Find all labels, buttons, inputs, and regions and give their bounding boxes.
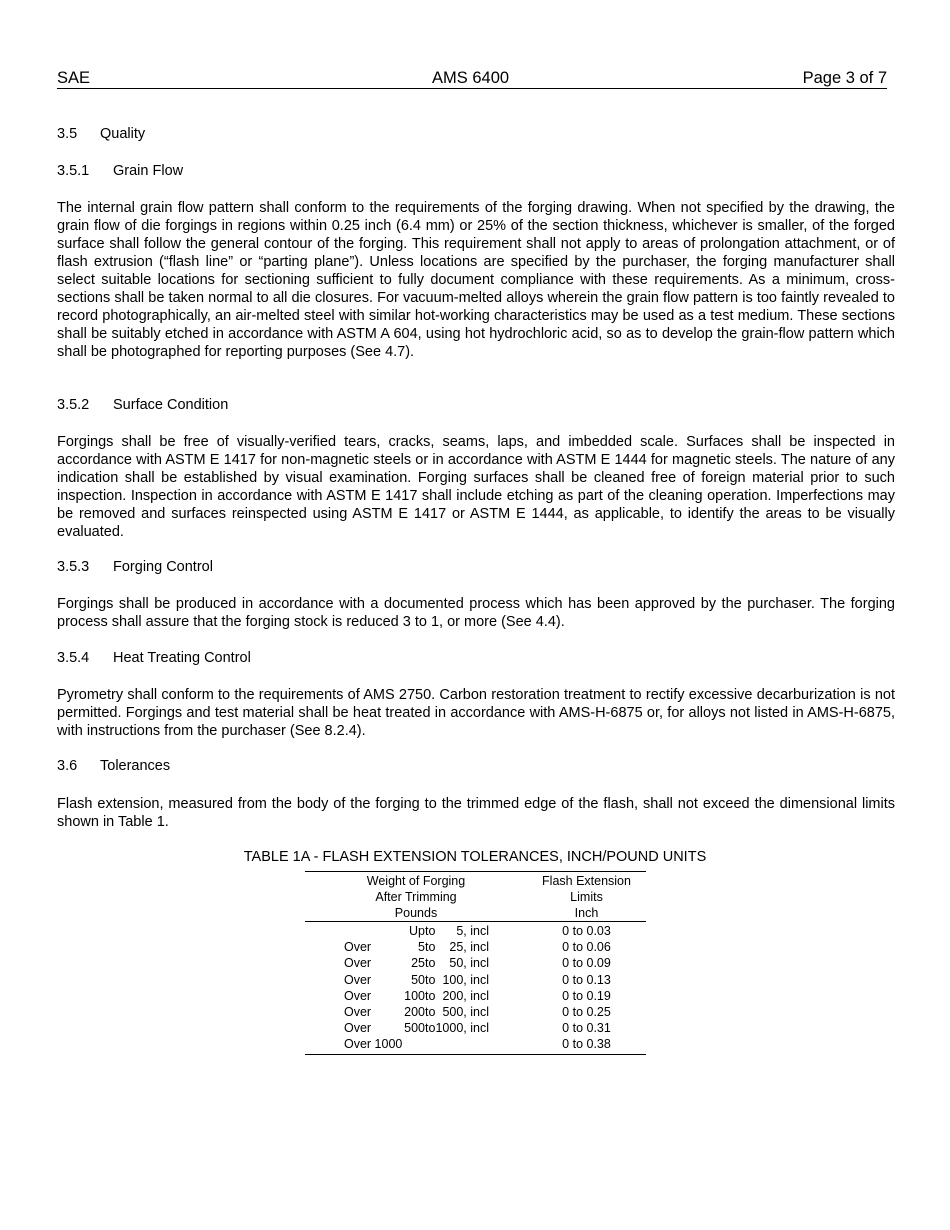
cell-high: 1000, incl	[435, 1021, 489, 1036]
header-line: Inch	[574, 906, 599, 920]
section-heading-3-5-4	[57, 650, 251, 666]
cell-high: 200, incl	[442, 988, 489, 1003]
section-heading-3-5-3	[57, 559, 213, 575]
section-number: 3.5.4	[57, 650, 90, 666]
cell-to: to	[425, 972, 436, 987]
column-header-weight	[305, 873, 527, 921]
cell-limit: 0 to 0.19	[562, 988, 611, 1003]
cell-high: 100, incl	[442, 972, 489, 987]
section-number: 3.5.3	[57, 559, 90, 575]
header-line: Weight of Forging	[366, 874, 466, 888]
section-heading-3-6	[57, 758, 170, 774]
cell-limit: 0 to 0.38	[562, 1037, 611, 1052]
section-number: 3.5	[57, 126, 78, 142]
paragraph-forging-control: Forgings shall be produced in accordance with a documented process which has been approved by the purchaser. The forging process shall assure that the forging stock is reduced 3 to 1, or more (See 4.4).	[57, 596, 895, 630]
cell-high: 500, incl	[442, 1004, 489, 1019]
cell-prefix: Over 1000	[344, 1037, 403, 1052]
paragraph-surface-condition: Forgings shall be free of visually-verified tears, cracks, seams, laps, and imbedded scale. Surfaces shall be inspected in accordance with ASTM E 1417 for non-magnetic steels or in accordance with ASTM E 1444 for magnetic steels. The nature of any indication shall be established by visual examination. Forging surfaces shall be cleaned free of foreign material prior to such inspection. Inspection in accordance with ASTM E 1417 shall include etching as part of the cleaning operation. Imperfections may be removed and surfaces reinspected using ASTM E 1417 or ASTM E 1444, as applicable, to identify the areas to be visually evaluated.	[57, 434, 895, 540]
section-heading-3-5-1	[57, 163, 183, 179]
header-line: Limits	[570, 890, 603, 904]
paragraph-grain-flow: The internal grain flow pattern shall conform to the requirements of the forging drawing. When not specified by the drawing, the grain flow of die forgings in regions within 0.25 inch (6.4 mm) or 25% of the section thickness, whichever is smaller, of the forged surface shall follow the general contour of the forging. This requirement shall not apply to areas of prolongation attachment, or of flash extrusion (“flash line” or “parting plane”). Unless locations are specified by the purchaser, the forging manufacturer shall select suitable locations for sectioning sufficient to fully document compliance with these requirements. As a minimum, cross-sections shall be taken normal to all die closures. For vacuum-melted alloys wherein the grain flow pattern is too faintly revealed to record photographically, an air-melted steel with similar hot-working characteristics may be used as a test medium. These sections shall be suitably etched in accordance with ASTM A 604, using hot hydrochloric acid, so as to develop the grain-flow pattern which shall be photographed for reporting purposes (See 4.7).	[57, 200, 895, 360]
page-header	[57, 69, 887, 89]
cell-limit: 0 to 0.06	[562, 940, 611, 955]
table-row	[305, 972, 646, 988]
cell-to: to	[425, 1021, 436, 1036]
cell-low: 5	[418, 940, 425, 955]
flash-extension-table	[305, 871, 646, 1055]
cell-limit: 0 to 0.09	[562, 956, 611, 971]
section-title: Grain Flow	[113, 163, 184, 179]
cell-prefix: Over	[344, 1004, 372, 1019]
cell-limit: 0 to 0.03	[562, 924, 611, 938]
cell-high: 50, incl	[449, 956, 489, 971]
section-title: Heat Treating Control	[113, 650, 251, 666]
cell-prefix: Over	[344, 972, 372, 987]
table-row	[305, 939, 646, 955]
cell-low: 50	[411, 972, 425, 987]
cell-low: Up	[409, 924, 425, 938]
cell-limit: 0 to 0.13	[562, 972, 611, 987]
header-publisher: SAE	[57, 69, 91, 87]
section-title: Surface Condition	[113, 397, 229, 413]
cell-limit: 0 to 0.25	[562, 1004, 611, 1019]
header-page-number: Page 3 of 7	[802, 69, 887, 87]
cell-prefix: Over	[344, 940, 372, 955]
cell-prefix: Over	[344, 956, 372, 971]
table-row	[305, 955, 646, 971]
table-row	[305, 988, 646, 1004]
section-number: 3.6	[57, 758, 78, 774]
cell-low: 200	[404, 1004, 425, 1019]
section-heading-3-5	[57, 126, 145, 142]
cell-to: to	[425, 956, 436, 971]
section-number: 3.5.2	[57, 397, 90, 413]
cell-prefix: Over	[344, 988, 372, 1003]
cell-low: 500	[404, 1021, 425, 1036]
table-title: TABLE 1A - FLASH EXTENSION TOLERANCES, INCH/POUND UNITS	[243, 849, 707, 865]
section-title: Tolerances	[100, 758, 171, 774]
cell-to: to	[425, 988, 436, 1003]
header-line: Pounds	[394, 906, 438, 920]
section-title: Quality	[100, 126, 146, 142]
header-line: Flash Extension	[542, 874, 631, 888]
table-row	[305, 1036, 646, 1052]
header-doc-number: AMS 6400	[432, 69, 510, 87]
cell-to: to	[425, 940, 436, 955]
cell-prefix: Over	[344, 1021, 372, 1036]
section-heading-3-5-2	[57, 397, 228, 413]
table-body	[305, 922, 646, 1054]
section-title: Forging Control	[113, 559, 213, 575]
cell-to: to	[425, 1004, 436, 1019]
cell-low: 25	[411, 956, 425, 971]
header-line: After Trimming	[375, 890, 457, 904]
cell-high: 25, incl	[449, 940, 489, 955]
paragraph-heat-treating-control: Pyrometry shall conform to the requirements of AMS 2750. Carbon restoration treatment to rectify excessive decarburization is not permitted. Forgings and test material shall be heat treated in accordance with AMS-H-6875 or, for alloys not listed in AMS-H-6875, with instructions from the purchaser (See 8.2.4).	[57, 687, 895, 739]
cell-low: 100	[404, 988, 425, 1003]
cell-limit: 0 to 0.31	[562, 1021, 611, 1036]
table-row	[305, 1020, 646, 1036]
column-header-limits	[527, 873, 646, 921]
section-number: 3.5.1	[57, 163, 90, 179]
cell-high: 5, incl	[456, 924, 489, 938]
cell-to: to	[425, 924, 436, 938]
table-row	[305, 1004, 646, 1020]
table-row	[305, 923, 646, 939]
paragraph-tolerances: Flash extension, measured from the body of the forging to the trimmed edge of the flash, shall not exceed the dimensional limits shown in Table 1.	[57, 796, 895, 830]
table-header	[305, 872, 646, 922]
